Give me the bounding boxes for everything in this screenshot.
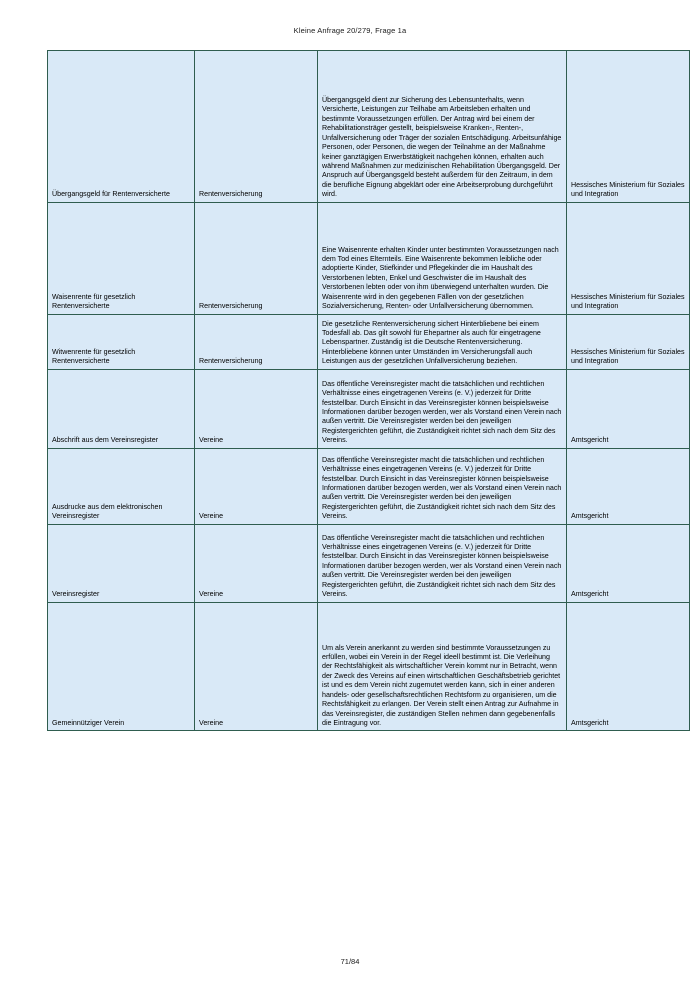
description-text: Eine Waisenrente erhalten Kinder unter bestimmten Voraussetzungen nach dem Tod eines Elternteils. Eine Waisenrente bekommen leibliche oder adoptierte Kinder, Stiefkinder und Pflegekinder die im Haushalt des Verstorbenen lebten, Enkel und Geschwister die im Haushalt des Verstorbenen lebten oder von ihm überwiegend unterhalten wurden. Die Waisenrente wird in den gegebenen Fällen von der gesetzlichen Sozialversicherung, Renten- oder Unfallversicherung übernommen. [322, 245, 561, 311]
cell-category [195, 524, 318, 602]
service-name: Gemeinnütziger Verein [52, 718, 125, 727]
category-name: Rentenversicherung [199, 357, 263, 366]
cell-category [195, 51, 318, 203]
service-name: Abschrift aus dem Vereinsregister [52, 436, 159, 445]
table-row [48, 602, 690, 731]
cell-category [195, 202, 318, 314]
cell-category [195, 369, 318, 448]
category-name: Vereine [199, 512, 224, 521]
description-text: Die gesetzliche Rentenversicherung sichert Hinterbliebene bei einem Todesfall ab. Das gilt sowohl für Ehepartner als auch für eingetragene Lebenspartner. Zuständig ist die Deutsche Rentenversicherung. Hinterbliebene können unter Umständen im Versicherungsfall auch Leistungen aus der gesetzlichen Unfallversicherung beziehen. [322, 319, 543, 366]
page-number: 71/84 [340, 957, 360, 966]
cell-service [48, 524, 195, 602]
service-name: Waisenrente für gesetzlich Rentenversicherte [52, 292, 138, 311]
cell-service [48, 202, 195, 314]
cell-authority [567, 202, 690, 314]
category-name: Rentenversicherung [199, 302, 263, 311]
cell-description [318, 602, 567, 731]
cell-description [318, 524, 567, 602]
authority-name: Amtsgericht [571, 718, 609, 727]
cell-authority [567, 314, 690, 369]
cell-description [318, 448, 567, 524]
authority-name: Amtsgericht [571, 590, 609, 599]
description-text: Das öffentliche Vereinsregister macht die tatsächlichen und rechtlichen Verhältnisse eines eingetragenen Vereins (e. V.) jederzeit für Dritte feststellbar. Durch Einsicht in das Vereinsregister können beispielsweise Informationen darüber bezogen werden, wer als Vorstand einen Verein nach außen vertritt. Die Vereinsregister werden bei den jeweiligen Registergerichten geführt, die Zuständigkeit richtet sich nach dem Sitz des Vereins. [322, 533, 564, 599]
cell-description [318, 51, 567, 203]
cell-authority [567, 602, 690, 731]
cell-service [48, 51, 195, 203]
description-text: Das öffentliche Vereinsregister macht die tatsächlichen und rechtlichen Verhältnisse eines eingetragenen Vereins (e. V.) jederzeit für Dritte feststellbar. Durch Einsicht in das Vereinsregister können beispielsweise Informationen darüber bezogen werden, wer als Vorstand einen Verein nach außen vertritt. Die Vereinsregister werden bei den jeweiligen Registergerichten geführt, die Zuständigkeit richtet sich nach dem Sitz des Vereins. [322, 379, 564, 445]
cell-authority [567, 448, 690, 524]
category-name: Vereine [199, 590, 224, 599]
category-name: Vereine [199, 718, 224, 727]
authority-name: Hessisches Ministerium für Soziales und Integration [571, 180, 687, 199]
description-text: Das öffentliche Vereinsregister macht die tatsächlichen und rechtlichen Verhältnisse eines eingetragenen Vereins (e. V.) jederzeit für Dritte feststellbar. Durch Einsicht in das Vereinsregister können beispielsweise Informationen darüber bezogen werden, wer als Vorstand einen Verein nach außen vertritt. Die Vereinsregister werden bei den jeweiligen Registergerichten geführt, die Zuständigkeit richtet sich nach dem Sitz des Vereins. [322, 455, 564, 521]
cell-description [318, 314, 567, 369]
cell-service [48, 369, 195, 448]
page-header: Kleine Anfrage 20/279, Frage 1a [293, 26, 407, 35]
cell-category [195, 602, 318, 731]
service-name: Witwenrente für gesetzlich Rentenversicherte [52, 347, 138, 366]
table-row [48, 448, 690, 524]
cell-service [48, 448, 195, 524]
services-table [47, 50, 690, 731]
authority-name: Amtsgericht [571, 436, 609, 445]
table-row [48, 524, 690, 602]
table-row [48, 314, 690, 369]
authority-name: Hessisches Ministerium für Soziales und Integration [571, 347, 687, 366]
service-name: Übergangsgeld für Rentenversicherte [52, 190, 170, 199]
category-name: Vereine [199, 436, 224, 445]
table-container [0, 50, 700, 731]
cell-description [318, 369, 567, 448]
cell-service [48, 602, 195, 731]
table-row [48, 369, 690, 448]
service-name: Vereinsregister [52, 590, 100, 599]
description-text: Übergangsgeld dient zur Sicherung des Lebensunterhalts, wenn Versicherte, Leistungen zur Teilhabe am Arbeitsleben erhalten und bestimmte Voraussetzungen erfüllen. Der Antrag wird bei einem der Rehabilitationsträger gestellt, beispielsweise Kranken-, Renten-, Unfallversicherung oder Träger der sozialen Entschädigung. Arbeitsunfähige Personen, oder Personen, die wegen der Teilnahme an der Maßnahme keiner ganztägigen Erwerbstätigkeit nachgehen können, erhalten auch während Maßnahmen zur medizinischen Rehabilitation Übergangsgeld. Der Anspruch auf Übergangsgeld besteht außerdem für den Zeitraum, in dem die berufliche Eignung abgeklärt oder eine Arbeitserprobung durchgeführt wird. [322, 96, 564, 199]
table-row [48, 202, 690, 314]
cell-authority [567, 524, 690, 602]
description-text: Um als Verein anerkannt zu werden sind bestimmte Voraussetzungen zu erfüllen, wobei ein Verein in der Regel ideell bestimmt ist. Die Verleihung der Rechtsfähigkeit als wirtschaftlicher Verein kommt nur in Betracht, wenn der Zweck des Vereins auf einen wirtschaftlichen Geschäftsbetrieb gerichtet ist und es dem Verein nicht zugemutet werden kann, sich in einer anderen handels- oder gesellschaftsrechtlichen Rechtsform zu organisieren, um die Rechtsfähigkeit zu erlangen. Der Verein stellt einen Antrag zur Aufnahme in das Vereinsregister, die zuständigen Stellen nehmen dann gegebenenfalls die Eintragung vor. [322, 643, 563, 727]
cell-authority [567, 51, 690, 203]
cell-authority [567, 369, 690, 448]
service-name: Ausdrucke aus dem elektronischen Vereinsregister [52, 502, 165, 521]
authority-name: Amtsgericht [571, 512, 609, 521]
table-row [48, 51, 690, 203]
category-name: Rentenversicherung [199, 190, 263, 199]
authority-name: Hessisches Ministerium für Soziales und Integration [571, 292, 687, 311]
cell-service [48, 314, 195, 369]
cell-description [318, 202, 567, 314]
cell-category [195, 314, 318, 369]
cell-category [195, 448, 318, 524]
